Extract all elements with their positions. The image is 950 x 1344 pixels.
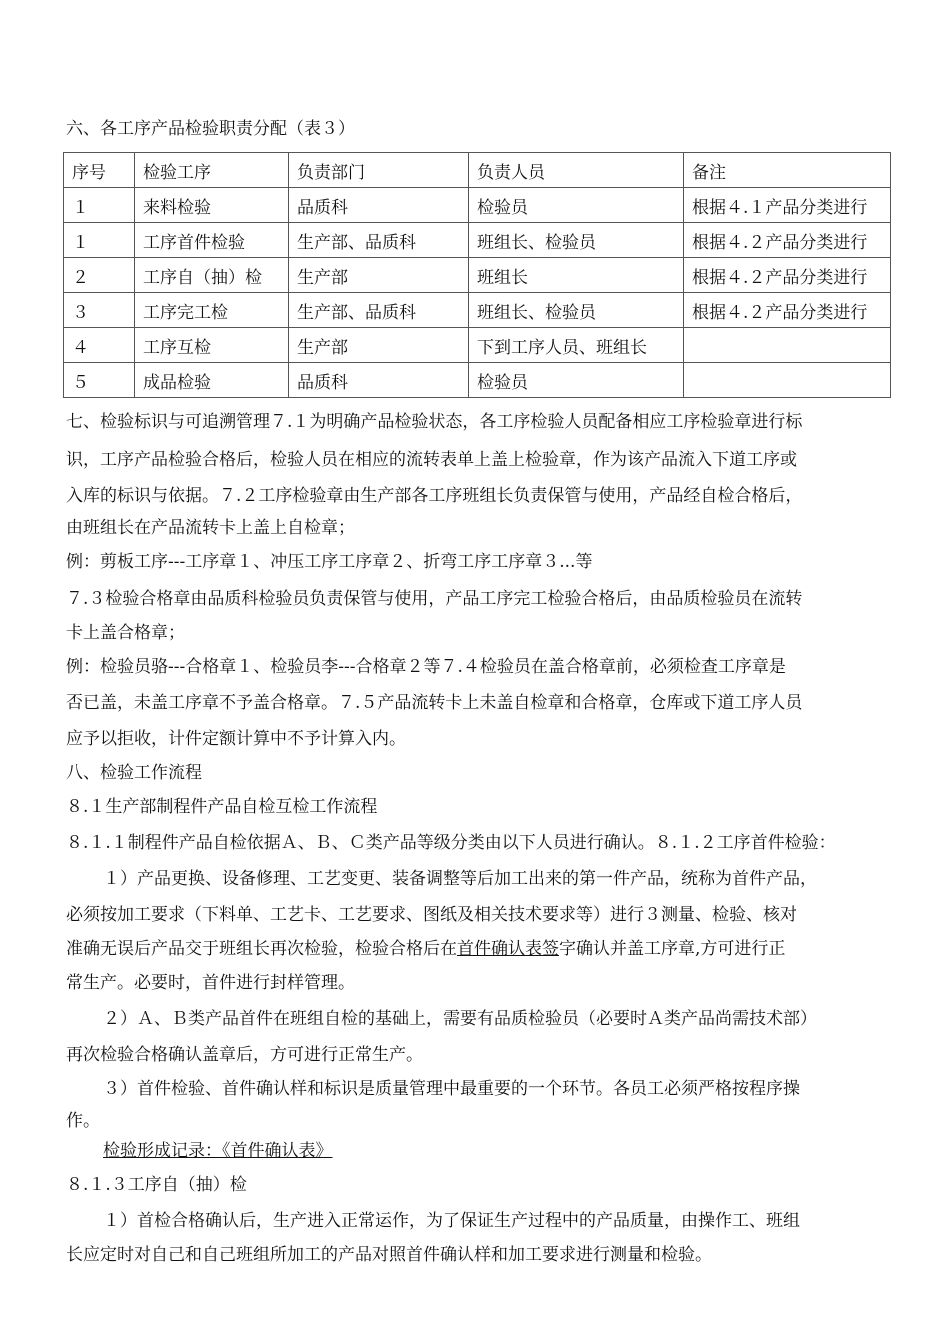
header-cell: 序号 <box>64 153 135 188</box>
table-row <box>64 188 891 223</box>
table-cell: 根据４.２产品分类进行 <box>684 293 891 328</box>
body-line: 七、检验标识与可追溯管理７.１为明确产品检验状态，各工序检验人员配备相应工序检验章进行标 <box>66 412 803 432</box>
body-line: 否已盖，未盖工序章不予盖合格章。７.５产品流转卡上未盖自检章和合格章，仓库或下道工序人员 <box>66 693 803 713</box>
table-cell: 根据４.２产品分类进行 <box>684 223 891 258</box>
table-cell: １ <box>64 188 135 223</box>
body-line: 再次检验合格确认盖章后，方可进行正常生产。 <box>66 1045 423 1065</box>
example-line: 例：检验员骆---合格章１、检验员李---合格章２等７.４检验员在盖合格章前，必须检查工序章是 <box>66 657 786 677</box>
body-line: ７.３检验合格章由品质科检验员负责保管与使用，产品工序完工检验合格后，由品质检验员在流转 <box>66 589 803 609</box>
table-row <box>64 328 891 363</box>
table-cell: 工序完工检 <box>135 293 289 328</box>
table-row <box>64 223 891 258</box>
body-line: 必须按加工要求（下料单、工艺卡、工艺要求、图纸及相关技术要求等）进行３测量、检验、核对 <box>66 905 797 925</box>
body-line: ８.１.１制程件产品自检依据Ａ、Ｂ、Ｃ类产品等级分类由以下人员进行确认。８.１.２工序首件检验： <box>66 833 836 853</box>
header-cell: 负责部门 <box>289 153 469 188</box>
header-cell: 负责人员 <box>469 153 684 188</box>
table-cell: 根据４.２产品分类进行 <box>684 258 891 293</box>
body-line: 入库的标识与依据。７.２工序检验章由生产部各工序班组长负责保管与使用，产品经自检合格后， <box>66 486 803 506</box>
table-row <box>64 258 891 293</box>
table-row <box>64 293 891 328</box>
subsection-title: ８.１生产部制程件产品自检互检工作流程 <box>66 797 378 817</box>
table-cell: 根据４.１产品分类进行 <box>684 188 891 223</box>
table-cell: 检验员 <box>469 363 684 398</box>
table-cell: ４ <box>64 328 135 363</box>
table-header-row <box>64 153 891 188</box>
body-line: ３）首件检验、首件确认样和标识是质量管理中最重要的一个环节。各员工必须严格按程序操 <box>103 1079 800 1099</box>
table-cell: １ <box>64 223 135 258</box>
table-cell: 工序自（抽）检 <box>135 258 289 293</box>
table-cell <box>684 328 891 363</box>
body-line: 常生产。必要时，首件进行封样管理。 <box>66 973 355 993</box>
table-cell: 生产部、品质科 <box>289 223 469 258</box>
inspection-duty-table <box>63 152 891 398</box>
body-line <box>66 938 785 960</box>
table-cell: 班组长、检验员 <box>469 223 684 258</box>
table-cell: 下到工序人员、班组长 <box>469 328 684 363</box>
body-line: １）首检合格确认后，生产进入正常运作，为了保证生产过程中的产品质量，由操作工、班组 <box>103 1211 800 1231</box>
table-cell: 来料检验 <box>135 188 289 223</box>
table-cell: ２ <box>64 258 135 293</box>
table-cell: 生产部 <box>289 328 469 363</box>
record-note: 检验形成记录：《首件确认表》 <box>103 1141 333 1161</box>
table-cell: 班组长、检验员 <box>469 293 684 328</box>
section-eight-title: 八、检验工作流程 <box>66 763 202 783</box>
body-line: ２）Ａ、Ｂ类产品首件在班组自检的基础上，需要有品质检验员（必要时Ａ类产品尚需技术部） <box>103 1009 817 1029</box>
body-line: 长应定时对自己和自己班组所加工的产品对照首件确认样和加工要求进行测量和检验。 <box>66 1245 712 1265</box>
table-cell <box>684 363 891 398</box>
header-cell: 备注 <box>684 153 891 188</box>
text-run: 准确无误后产品交于班组长再次检验，检验合格后在 <box>66 939 457 959</box>
table-cell: 成品检验 <box>135 363 289 398</box>
table-cell: 班组长 <box>469 258 684 293</box>
header-cell: 检验工序 <box>135 153 289 188</box>
body-line: 由班组长在产品流转卡上盖上自检章； <box>66 518 355 538</box>
body-line: 卡上盖合格章； <box>66 623 185 643</box>
table-row <box>64 363 891 398</box>
table-cell: ３ <box>64 293 135 328</box>
body-line: 应予以拒收，计件定额计算中不予计算入内。 <box>66 729 406 749</box>
table-cell: 检验员 <box>469 188 684 223</box>
first-piece-form-link-text: 首件确认表签 <box>457 939 559 959</box>
table-cell: 品质科 <box>289 363 469 398</box>
body-line: 作。 <box>66 1111 100 1131</box>
body-line: 识，工序产品检验合格后，检验人员在相应的流转表单上盖上检验章，作为该产品流入下道工序或 <box>66 450 797 470</box>
text-run: 字确认并盖工序章,方可进行正 <box>559 939 786 959</box>
section-six-title: 六、各工序产品检验职责分配（表３） <box>66 119 355 139</box>
example-line: 例：剪板工序---工序章１、冲压工序工序章２、折弯工序工序章３...等 <box>66 552 593 572</box>
table-cell: 生产部、品质科 <box>289 293 469 328</box>
table-cell: 工序首件检验 <box>135 223 289 258</box>
subsection-title: ８.１.３工序自（抽）检 <box>66 1175 247 1195</box>
table-cell: ５ <box>64 363 135 398</box>
table-cell: 品质科 <box>289 188 469 223</box>
table-cell: 工序互检 <box>135 328 289 363</box>
body-line: １）产品更换、设备修理、工艺变更、装备调整等后加工出来的第一件产品，统称为首件产品， <box>103 869 817 889</box>
table-cell: 生产部 <box>289 258 469 293</box>
